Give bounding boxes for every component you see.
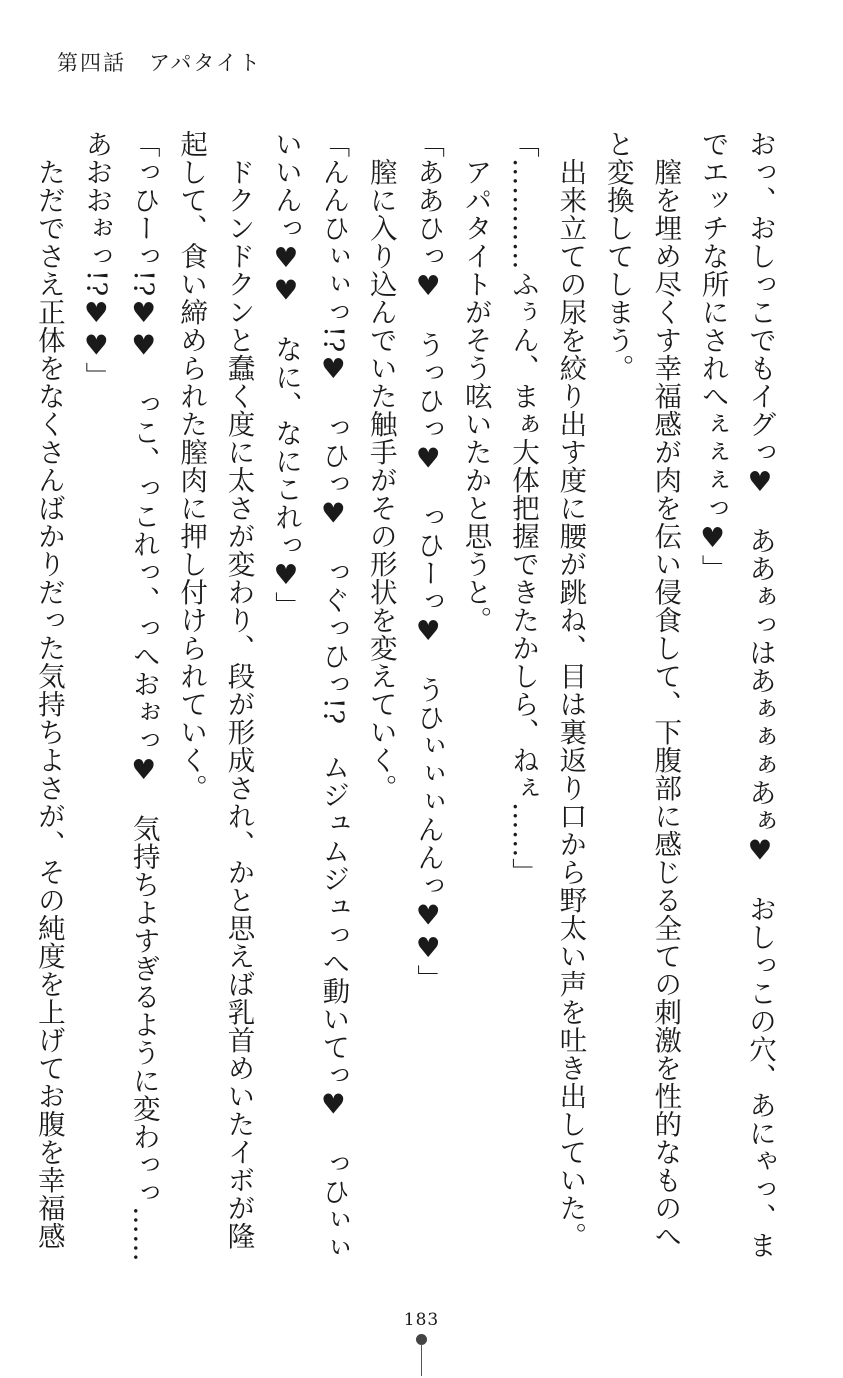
text-line: 起して、食い締められた膣肉に押し付けられていく。 — [175, 130, 208, 802]
text-line: ドクンドクンと蠢く度に太さが変わり、段が形成され、かと思えば乳首めいたイボが隆 — [222, 157, 255, 1250]
text-line: おっ、おしっこでもイグっ♥ ああぁっはあぁぁぁあぁ♥ おしっこの穴、あにゃっ、ま — [744, 130, 776, 1259]
text-line: 「…………ふぅん、まぁ大体把握できたかしら、ねぇ……」 — [506, 130, 539, 886]
text-line: 膣を埋め尽くす幸福感が肉を伝い侵食して、下腹部に感じる全ての刺激を性的なものへ — [649, 157, 682, 1250]
text-line: いいんっ♥♥ なに、なにこれっ♥」 — [269, 130, 302, 620]
text-line: 「んんひぃぃっ!?♥ っひっ♥ っぐっひっ!? ムジュムジュっへ動いてっ♥ っひぃぃ — [317, 130, 350, 1262]
text-line: あおおぉっ!?♥♥」 — [80, 130, 113, 390]
page-marker-line — [421, 1344, 422, 1376]
novel-body-text — [32, 130, 783, 1263]
text-line: 「っひーっ!?♥♥ っこ、っこれっ、っへおぉっ♥ 気持ちよすぎるように変わっっ…… — [127, 130, 160, 1263]
text-line: ただでさえ正体をなくさんばかりだった気持ちよさが、その純度を上げてお腹を幸福感 — [32, 157, 65, 1250]
text-line: 出来立ての尿を絞り出す度に腰が跳ね、目は裏返り口から野太い声を吐き出していた。 — [554, 157, 587, 1250]
text-line: と変換してしまう。 — [601, 130, 634, 382]
text-line: アパタイトがそう呟いたかと思うと。 — [459, 157, 492, 634]
text-line: 膣に入り込んでいた触手がその形状を変えていく。 — [364, 157, 397, 802]
text-line: 「ああひっ♥ うっひっ♥ っひーっ♥ うひぃぃぃんんっ♥♥」 — [412, 130, 445, 993]
text-line: でエッチな所にされへぇぇぇっ♥」 — [696, 130, 729, 583]
chapter-title: 第四話 アパタイト — [57, 51, 262, 75]
page-number: 183 — [403, 1310, 440, 1330]
